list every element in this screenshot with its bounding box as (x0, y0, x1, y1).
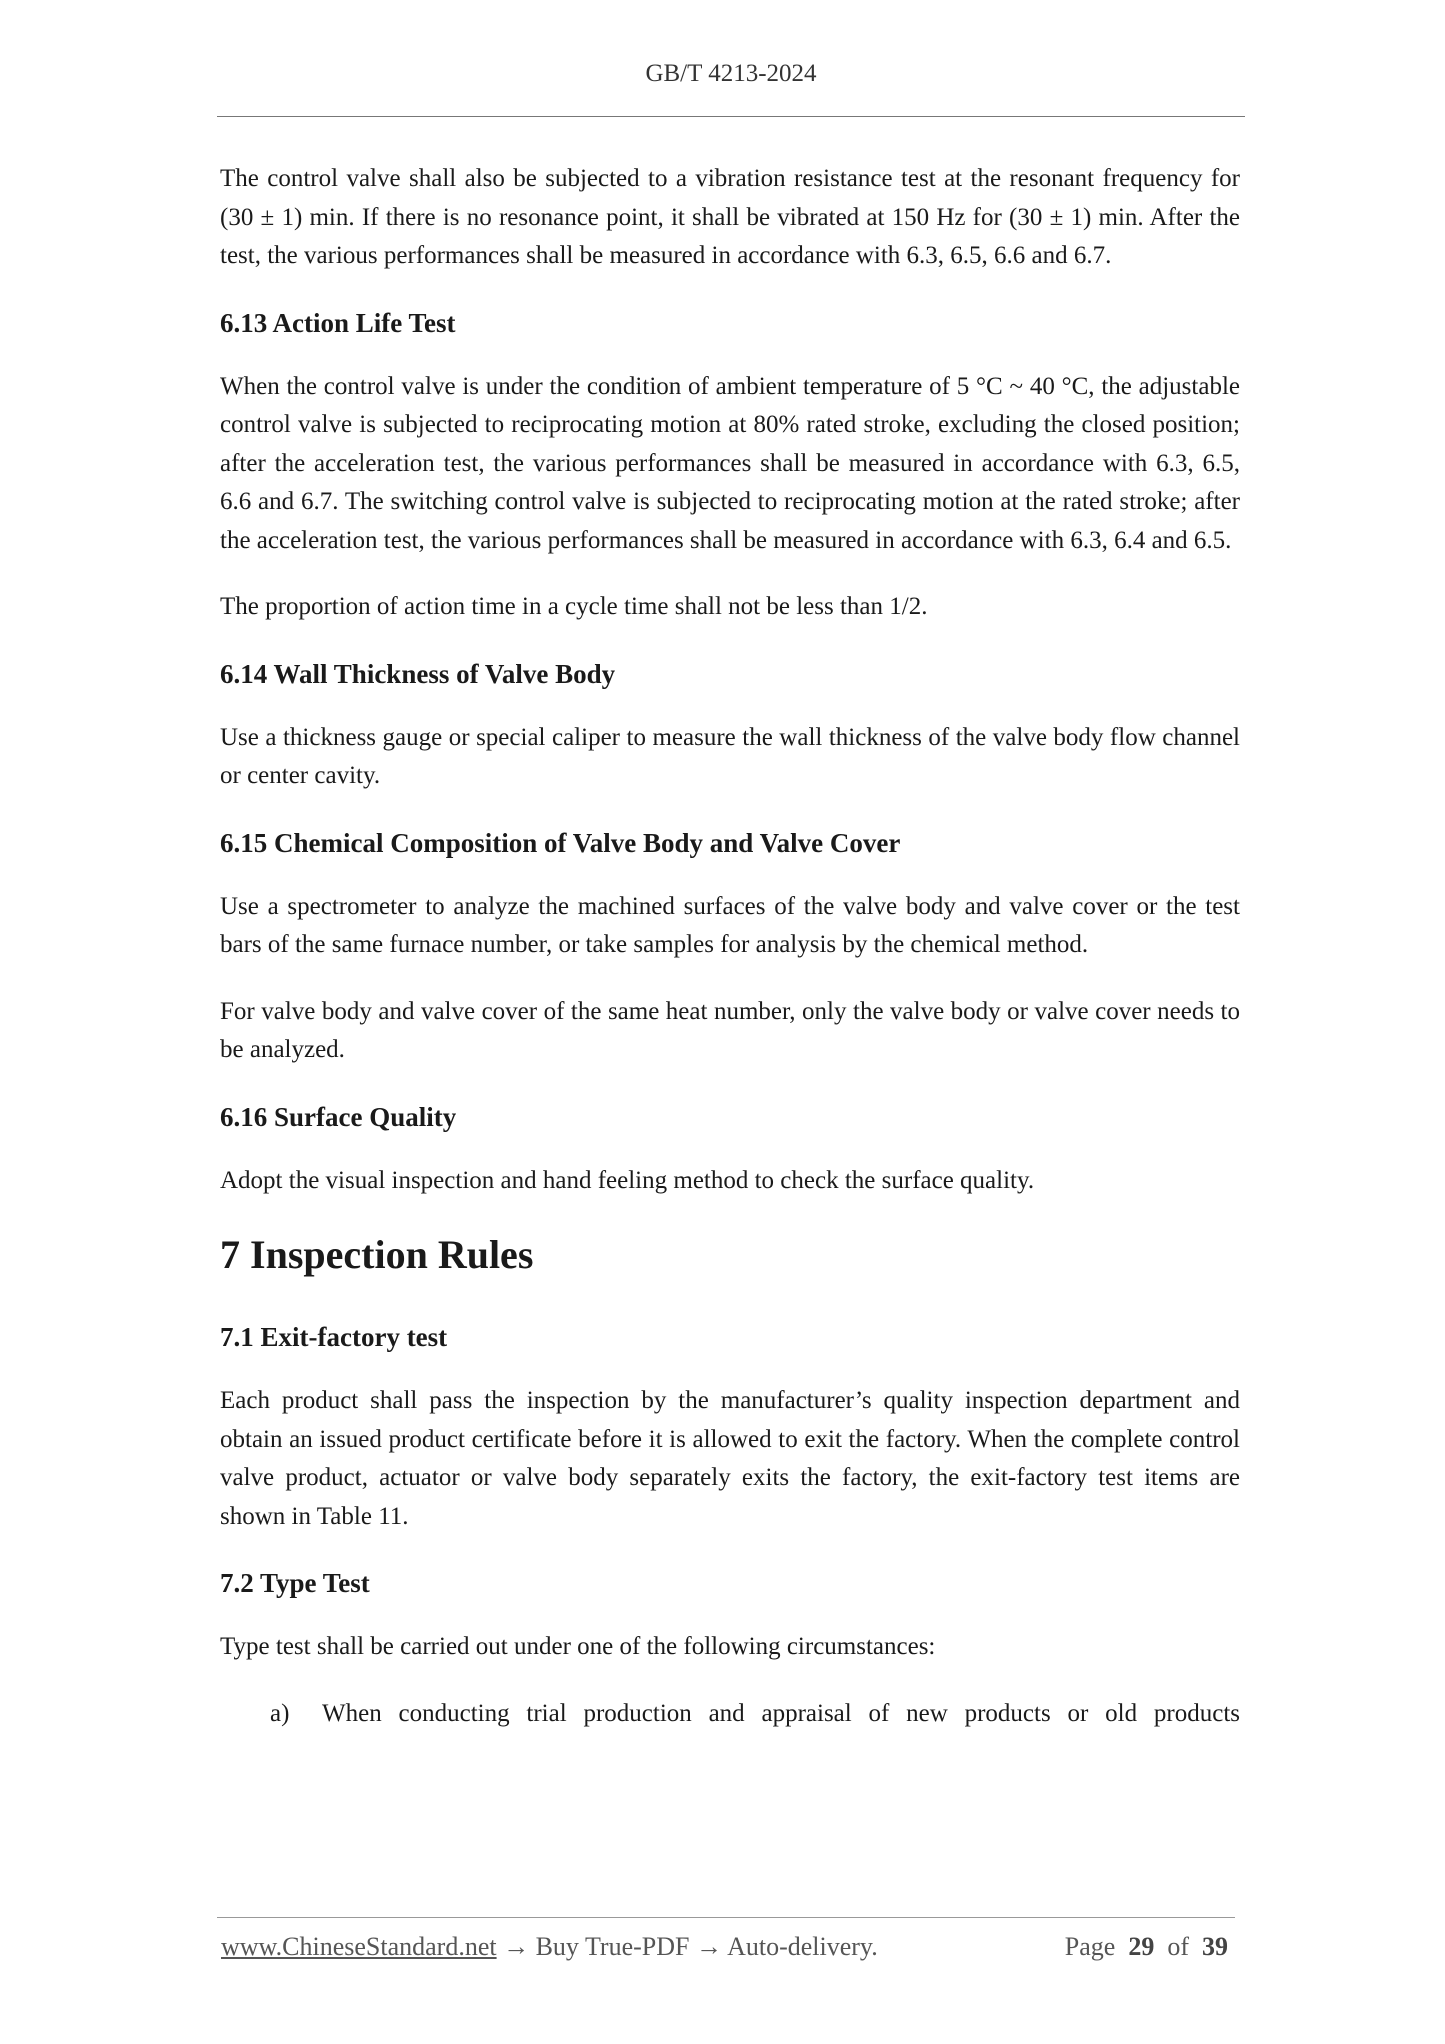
heading-6-14: 6.14 Wall Thickness of Valve Body (220, 658, 616, 689)
paragraph-6-16: Adopt the visual inspection and hand feeling method to check the surface quality. (220, 1166, 1035, 1194)
list-marker: a) (270, 1699, 290, 1727)
paragraph-vibration: The control valve shall also be subjected to a vibration resistance test at the resonant frequency for (30 ± 1) min. If there is no resonance point, it shall be vibrated at 150 Hz for (30 ± 1) min. After the test, the various performances shall be measured in accordance with 6.3, 6.5, 6.6 and 6.7. (220, 165, 1240, 269)
document-body (220, 160, 1240, 1733)
footer-links (221, 1932, 878, 1962)
heading-7: 7 Inspection Rules (220, 1232, 534, 1277)
list-item (270, 1695, 1240, 1734)
paragraph-6-13-a: When the control valve is under the condition of ambient temperature of 5 °C ~ 40 °C, the adjustable control valve is subjected to reciprocating motion at 80% rated stroke, excluding the closed position; after the acceleration test, the various performances shall be measured in accordance with 6.3, 6.5, 6.6 and 6.7. The switching control valve is subjected to reciprocating motion at the rated stroke; after the acceleration test, the various performances shall be measured in accordance with 6.3, 6.4 and 6.5. (220, 372, 1240, 554)
page-number (1065, 1932, 1228, 1962)
delivery-text: Auto-delivery. (727, 1932, 878, 1961)
paragraph-7-2: Type test shall be carried out under one of the following circumstances: (220, 1633, 936, 1660)
buy-text: Buy True-PDF (535, 1932, 690, 1961)
heading-6-15: 6.15 Chemical Composition of Valve Body and Valve Cover (220, 827, 901, 858)
footer-divider (217, 1917, 1235, 1918)
of-label: of (1167, 1932, 1189, 1961)
arrow-right-icon: → (696, 1932, 722, 1961)
heading-6-16: 6.16 Surface Quality (220, 1101, 457, 1132)
paragraph-6-14: Use a thickness gauge or special caliper to measure the wall thickness of the valve body flow channel or center cavity. (220, 723, 1240, 789)
heading-7-2: 7.2 Type Test (220, 1568, 370, 1598)
list-item-text: When conducting trial production and appraisal of new products or old products (322, 1699, 1240, 1727)
heading-6-13: 6.13 Action Life Test (220, 307, 456, 338)
chinesestandard-link[interactable]: www.ChineseStandard.net (221, 1932, 497, 1961)
paragraph-7-1: Each product shall pass the inspection by the manufacturer’s quality inspection department and obtain an issued product certificate before it is allowed to exit the factory. When the complete control valve product, actuator or valve body separately exits the factory, the exit-factory test items are shown in Table 11. (220, 1387, 1240, 1530)
header-divider (217, 116, 1245, 117)
heading-7-1: 7.1 Exit-factory test (220, 1322, 448, 1352)
current-page: 29 (1128, 1932, 1155, 1961)
total-pages: 39 (1202, 1932, 1228, 1961)
page-label: Page (1064, 1932, 1116, 1961)
paragraph-6-13-b: The proportion of action time in a cycle time shall not be less than 1/2. (220, 593, 928, 620)
page-header: GB/T 4213-2024 (645, 60, 817, 87)
paragraph-6-15-a: Use a spectrometer to analyze the machined surfaces of the valve body and valve cover or the test bars of the same furnace number, or take samples for analysis by the chemical method. (220, 892, 1240, 958)
arrow-right-icon: → (503, 1932, 530, 1961)
paragraph-6-15-b: For valve body and valve cover of the same heat number, only the valve body or valve cover needs to be analyzed. (220, 997, 1240, 1063)
